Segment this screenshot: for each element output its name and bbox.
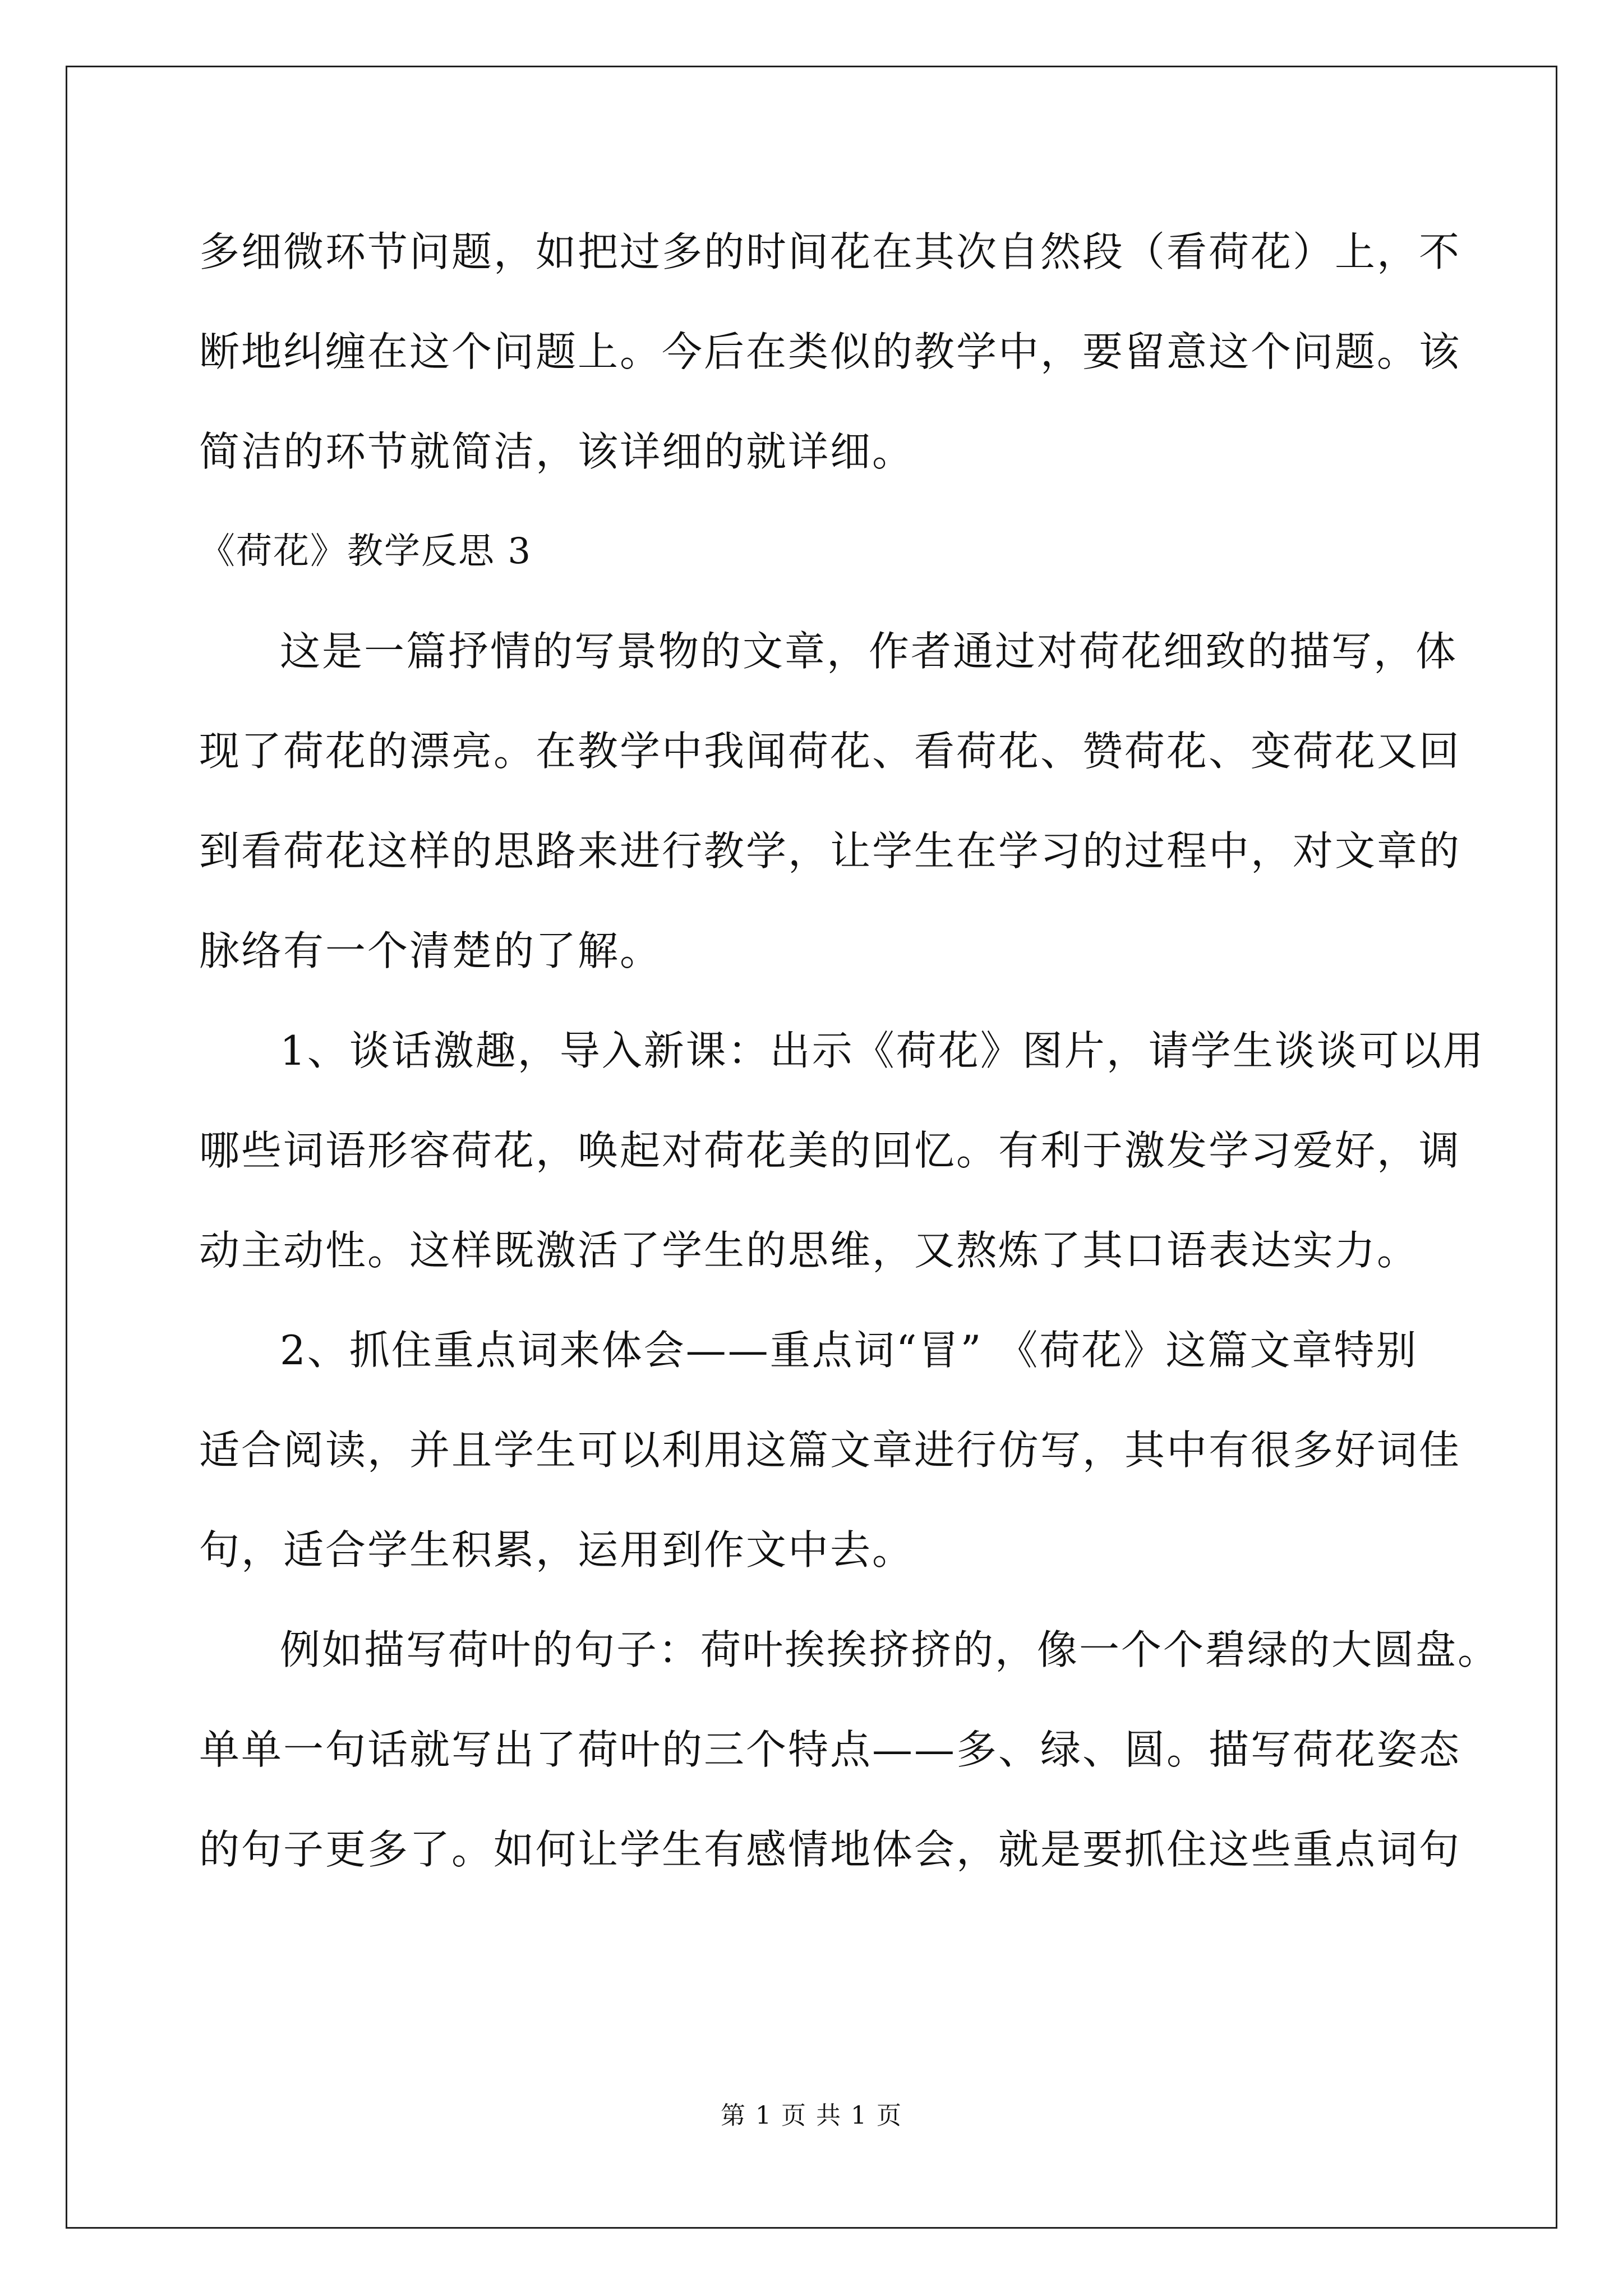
text-line: 到看荷花这样的思路来进行教学，让学生在学习的过程中，对文章的 (199, 827, 1461, 875)
paragraph-first-line: 这是一篇抒情的写景物的文章，作者通过对荷花细致的描写，体 (280, 628, 1458, 675)
text-line: 简洁的环节就简洁，该详细的就详细。 (199, 428, 915, 475)
text-line: 的句子更多了。如何让学生有感情地体会，就是要抓住这些重点词句 (199, 1826, 1461, 1873)
text-line: 脉络有一个清楚的了解。 (199, 927, 662, 974)
page-footer: 第 1 页 共 1 页 (721, 2101, 902, 2130)
text-line: 单单一句话就写出了荷叶的三个特点——多、绿、圆。描写荷花姿态 (199, 1726, 1461, 1773)
text-line: 现了荷花的漂亮。在教学中我闻荷花、看荷花、赞荷花、变荷花又回 (199, 728, 1461, 775)
text-line: 适合阅读，并且学生可以利用这篇文章进行仿写，其中有很多好词佳 (199, 1427, 1461, 1474)
section-heading: 《荷花》教学反思 3 (199, 531, 532, 572)
text-line: 哪些词语形容荷花，唤起对荷花美的回忆。有利于激发学习爱好，调 (199, 1127, 1461, 1174)
document-body (199, 202, 1500, 1899)
paragraph-first-line: 1、谈话激趣，导入新课：出示《荷花》图片，请学生谈谈可以用 (280, 1027, 1485, 1074)
paragraph-first-line: 2、抓住重点词来体会——重点词“冒” 《荷花》这篇文章特别 (280, 1327, 1418, 1374)
text-line: 动主动性。这样既激活了学生的思维，又熬炼了其口语表达实力。 (199, 1227, 1419, 1274)
paragraph-first-line: 例如描写荷叶的句子：荷叶挨挨挤挤的，像一个个碧绿的大圆盘。 (280, 1626, 1500, 1673)
text-line: 断地纠缠在这个问题上。今后在类似的教学中，要留意这个问题。该 (199, 328, 1461, 375)
text-line: 句，适合学生积累，运用到作文中去。 (199, 1526, 915, 1573)
text-line: 多细微环节问题，如把过多的时间花在其次自然段（看荷花）上，不 (199, 228, 1461, 275)
